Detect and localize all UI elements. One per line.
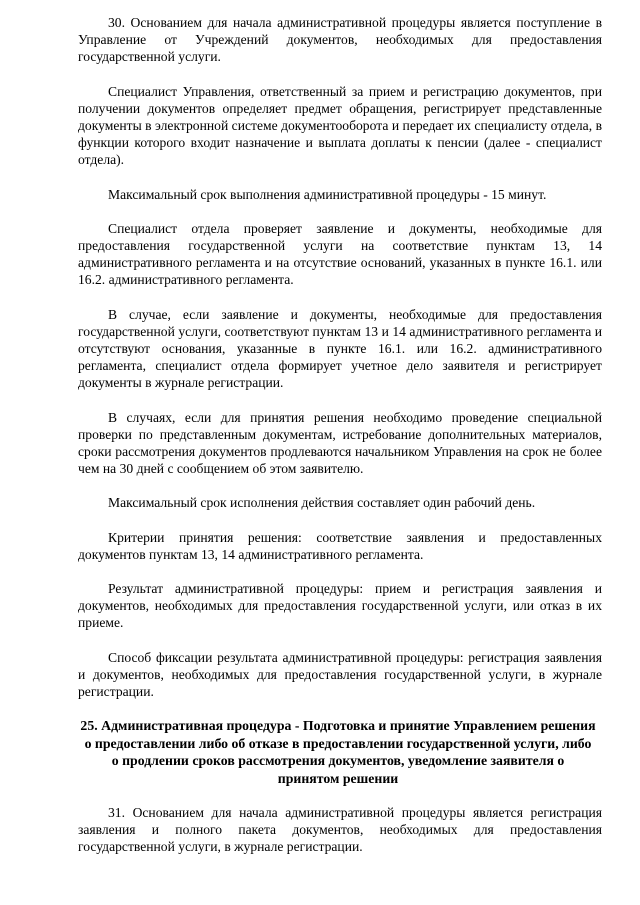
- section-heading-25: 25. Административная процедура - Подготовка и принятие Управлением решения о предоставлении либо об отказе в предоставлении государственной услуги, либо о продлении сроков рассмотрения документов, уведомление заявителя о принятом решении: [80, 718, 596, 786]
- paragraph-31: 31. Основанием для начала административной процедуры является регистрация заявления и полного пакета документов, необходимых для предоставления государственной услуги, в журнале регистрации.: [78, 804, 602, 855]
- paragraph-registration-specialist: Специалист Управления, ответственный за прием и регистрацию документов, при получении документов определяет предмет обращения, регистрирует представленные документы в электронной системе документооборота и передает их специалисту отдела, в функции которого входит назначение и выплата доплаты к пенсии (далее - специалист отдела).: [78, 83, 602, 168]
- paragraph-special-check: В случаях, если для принятия решения необходимо проведение специальной проверки по представленным документам, истребование дополнительных материалов, сроки рассмотрения документов продлеваются начальником Управления на срок не более чем на 30 дней с сообщением об этом заявителю.: [78, 409, 602, 477]
- paragraph-fixation: Способ фиксации результата административной процедуры: регистрация заявления и документов, необходимых для предоставления государственной услуги, в журнале регистрации.: [78, 649, 602, 700]
- paragraph-max-time-day: Максимальный срок исполнения действия составляет один рабочий день.: [108, 495, 536, 511]
- paragraph-max-time-15: Максимальный срок выполнения административной процедуры - 15 минут.: [108, 186, 547, 202]
- paragraph-criteria: Критерии принятия решения: соответствие заявления и предоставленных документов пунктам 13, 14 административного регламента.: [78, 529, 602, 562]
- paragraph-result: Результат административной процедуры: прием и регистрация заявления и документов, необходимых для предоставления государственной услуги, или отказ в их приеме.: [78, 581, 602, 631]
- paragraph-30: 30. Основанием для начала административной процедуры является поступление в Управление от Учреждений документов, необходимых для предоставления государственной услуги.: [78, 15, 602, 65]
- paragraph-department-check: Специалист отдела проверяет заявление и документы, необходимые для предоставления государственной услуги на соответствие пунктам 13, 14 административного регламента и на отсутствие оснований, указанных в пункте 16.1. или 16.2. административного регламента.: [78, 220, 602, 288]
- paragraph-case-file: В случае, если заявление и документы, необходимые для предоставления государственной услуги, соответствуют пунктам 13 и 14 административного регламента и отсутствуют основания, указанные в пункте 16.1. или 16.2. административного регламента, специалист отдела формирует учетное дело заявителя и регистрирует документы в журнале регистрации.: [78, 306, 602, 391]
